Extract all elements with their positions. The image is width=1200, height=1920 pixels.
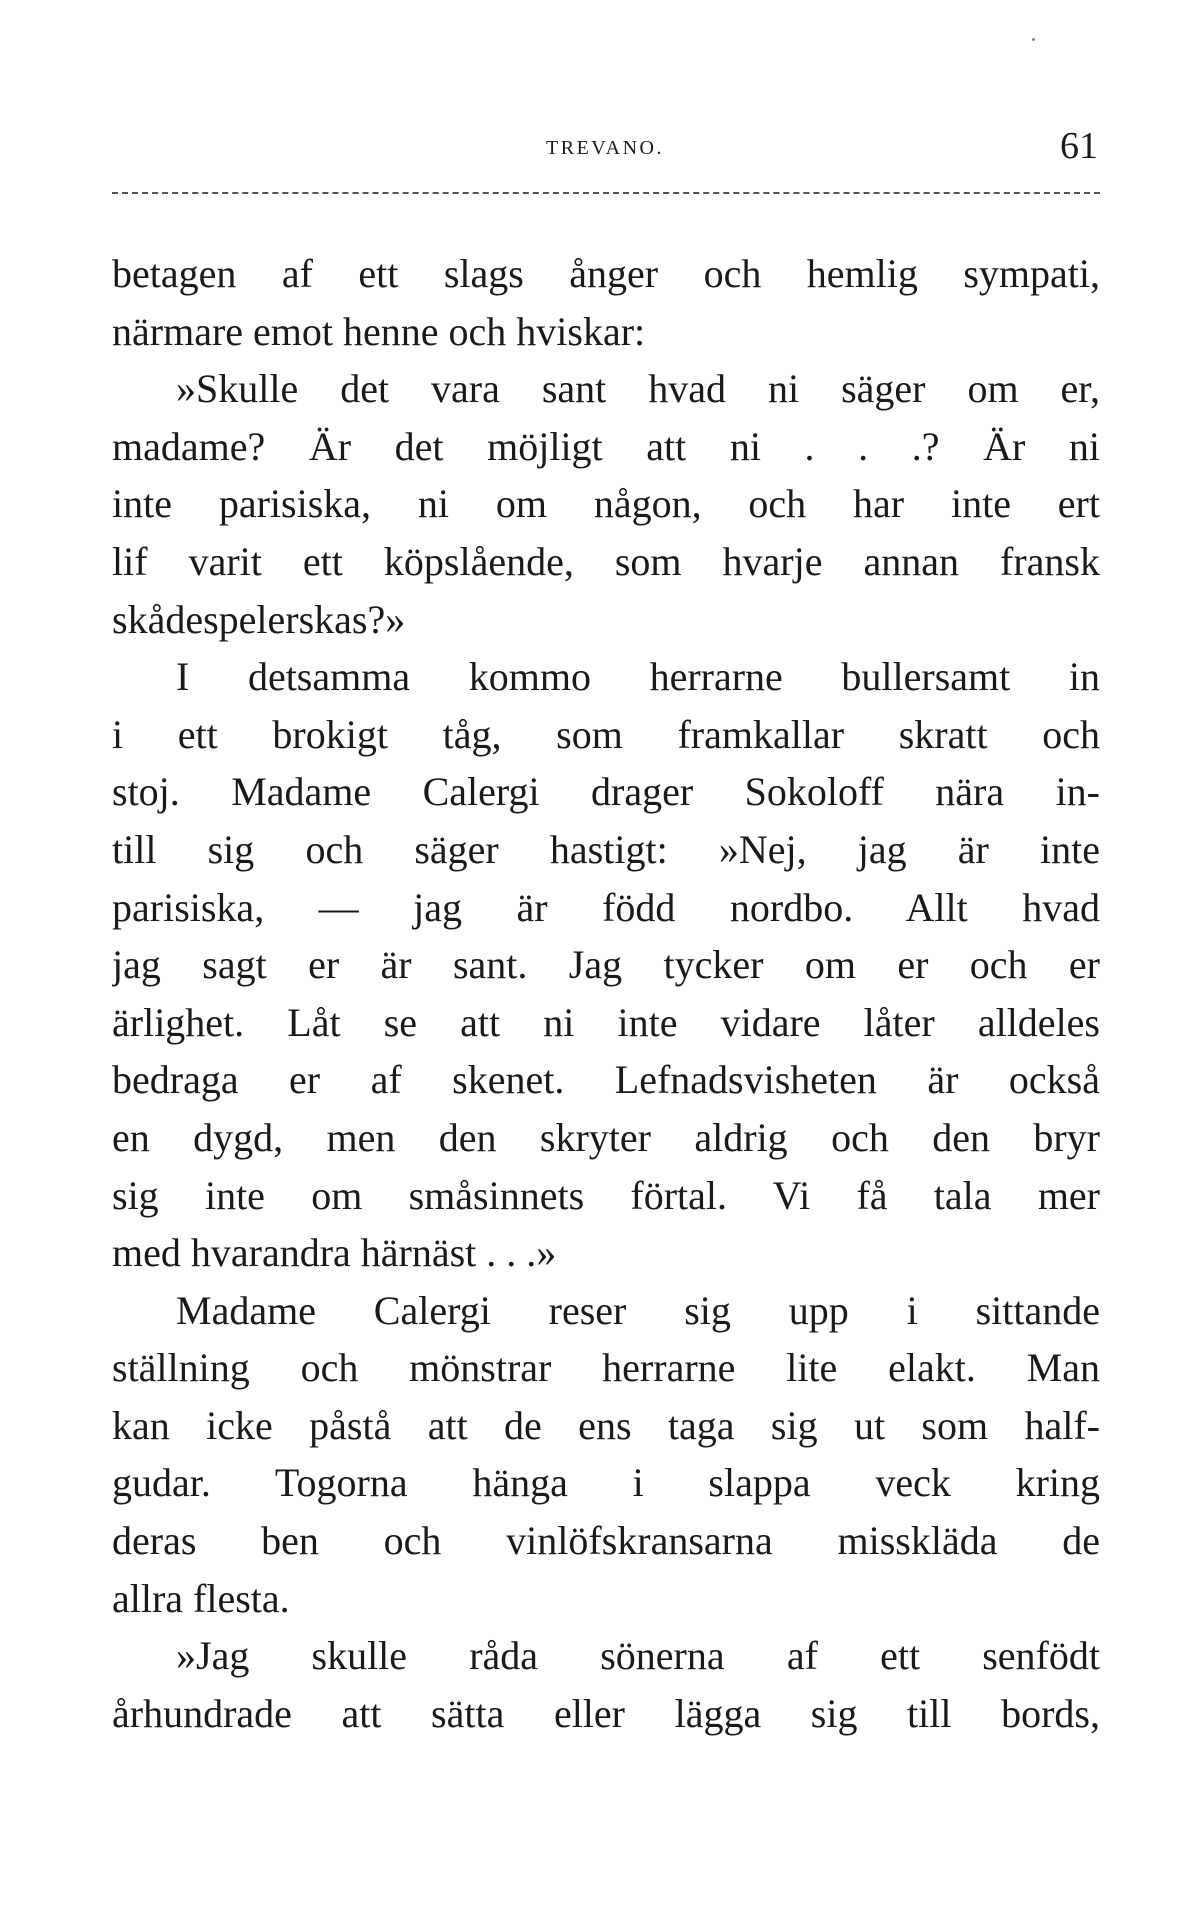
text-line: gudar. Togorna hänga i slappa veck kring: [112, 1460, 1100, 1506]
text-line: ärlighet. Låt se att ni inte vidare låter alldeles: [112, 999, 1100, 1045]
running-title: TREVANO.: [546, 137, 664, 159]
text-line: närmare emot henne och hviskar:: [112, 308, 646, 354]
text-line: betagen af ett slags ånger och hemlig sympati,: [112, 251, 1100, 296]
text-line: i ett brokigt tåg, som framkallar skratt och: [112, 711, 1100, 757]
text-line: deras ben och vinlöfskransarna misskläda de: [112, 1518, 1100, 1564]
header-rule: [112, 192, 1100, 194]
page-number: 61: [1060, 125, 1098, 167]
paper-speck: [1032, 38, 1035, 41]
text-line: kan icke påstå att de ens taga sig ut som half-: [112, 1402, 1100, 1448]
text-line: lif varit ett köpslående, som hvarje annan fransk: [112, 538, 1100, 584]
text-line: skådespelerskas?»: [112, 596, 406, 642]
text-line: inte parisiska, ni om någon, och har inte ert: [112, 481, 1100, 527]
text-line: »Skulle det vara sant hvad ni säger om er,: [176, 366, 1100, 412]
text-line: parisiska, — jag är född nordbo. Allt hvad: [112, 884, 1100, 930]
text-line: allra flesta.: [112, 1575, 290, 1621]
text-line: Madame Calergi reser sig upp i sittande: [176, 1287, 1100, 1333]
body-text: [112, 245, 1100, 1742]
text-line: århundrade att sätta eller lägga sig till bords,: [112, 1690, 1100, 1736]
text-line: till sig och säger hastigt: »Nej, jag är inte: [112, 826, 1100, 872]
text-line: bedraga er af skenet. Lefnadsvisheten är också: [112, 1057, 1100, 1103]
text-line: ställning och mönstrar herrarne lite elakt. Man: [112, 1345, 1100, 1391]
text-line: jag sagt er är sant. Jag tycker om er och er: [112, 942, 1100, 988]
text-line: stoj. Madame Calergi drager Sokoloff nära in-: [112, 769, 1100, 815]
text-line: en dygd, men den skryter aldrig och den bryr: [112, 1114, 1100, 1160]
text-line: madame? Är det möjligt att ni . . .? Är ni: [112, 423, 1100, 469]
text-line: I detsamma kommo herrarne bullersamt in: [176, 654, 1100, 700]
running-head: [110, 125, 1100, 168]
text-line: »Jag skulle råda sönerna af ett senfödt: [176, 1633, 1100, 1679]
text-line: med hvarandra härnäst . . .»: [112, 1230, 557, 1276]
text-line: sig inte om småsinnets förtal. Vi få tala mer: [112, 1172, 1100, 1218]
